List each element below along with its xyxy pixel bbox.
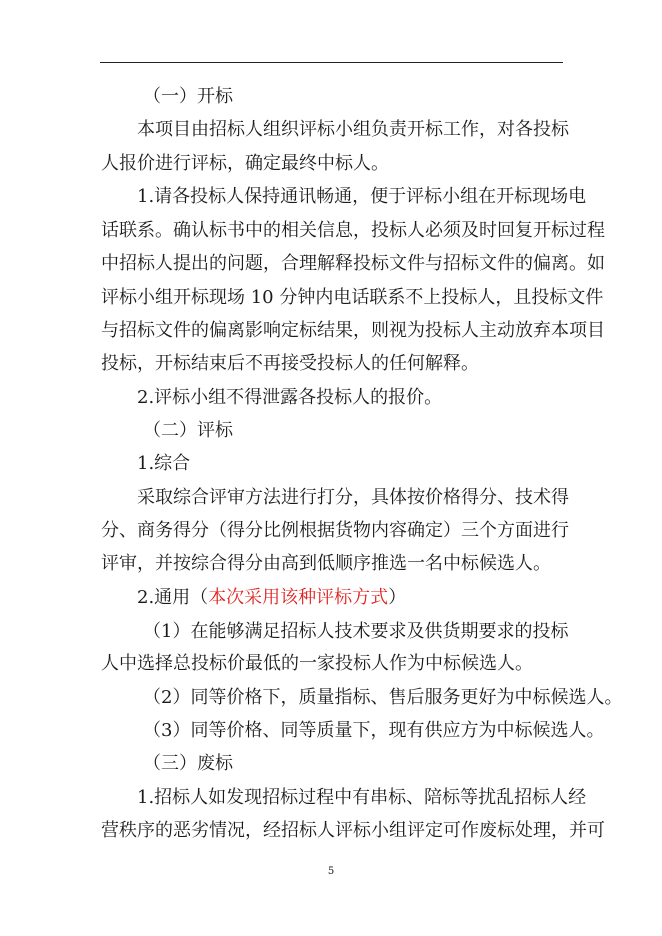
closing-paren: ） (388, 587, 407, 608)
paragraph-line: 中招标人提出的问题，合理解释投标文件与招标文件的偏离。如 (101, 253, 605, 274)
paragraph-line: 人报价进行评标，确定最终中标人。 (101, 153, 389, 174)
highlighted-note: 本次采用该种评标方式 (208, 587, 389, 608)
paragraph-line: 评标小组开标现场 10 分钟内电话联系不上投标人，且投标文件 (101, 287, 604, 308)
page-number: 5 (327, 866, 335, 877)
section-heading-rejection: （三）废标 (143, 753, 233, 774)
paragraph-line: 营秩序的恶劣情况，经招标人评标小组评定可作废标处理，并可 (101, 820, 605, 841)
subheading-text: 2.通用（ (137, 587, 209, 608)
paragraph-line: （2）同等价格下，质量指标、售后服务更好为中标候选人。 (143, 687, 623, 708)
paragraph-line: 本项目由招标人组织评标小组负责开标工作，对各投标 (137, 119, 569, 140)
paragraph-line: 人中选择总投标价最低的一家投标人作为中标候选人。 (101, 653, 533, 674)
header-rule (100, 62, 563, 63)
paragraph-line: 投标，开标结束后不再接受投标人的任何解释。 (101, 353, 479, 374)
paragraph-line: 采取综合评审方法进行打分，具体按价格得分、技术得 (137, 487, 569, 508)
section-heading-opening: （一）开标 (143, 86, 233, 107)
paragraph-line: （1）在能够满足招标人技术要求及供货期要求的投标 (143, 621, 569, 642)
paragraph-line: 2.评标小组不得泄露各投标人的报价。 (137, 387, 443, 408)
subheading-comprehensive: 1.综合 (137, 453, 191, 474)
paragraph-line: 评审，并按综合得分由高到低顺序推选一名中标候选人。 (101, 553, 551, 574)
section-heading-evaluation: （二）评标 (143, 420, 233, 441)
paragraph-line: 与招标文件的偏离影响定标结果，则视为投标人主动放弃本项目 (101, 320, 605, 341)
paragraph-line: 分、商务得分（得分比例根据货物内容确定）三个方面进行 (101, 520, 569, 541)
paragraph-line: 1.招标人如发现招标过程中有串标、陪标等扰乱招标人经 (137, 787, 587, 808)
paragraph-line: （3）同等价格、同等质量下，现有供应方为中标候选人。 (143, 720, 605, 741)
paragraph-line: 1.请各投标人保持通讯畅通，便于评标小组在开标现场电 (137, 186, 587, 207)
subheading-general (101, 587, 562, 609)
paragraph-line: 话联系。确认标书中的相关信息，投标人必须及时回复开标过程 (101, 220, 605, 241)
